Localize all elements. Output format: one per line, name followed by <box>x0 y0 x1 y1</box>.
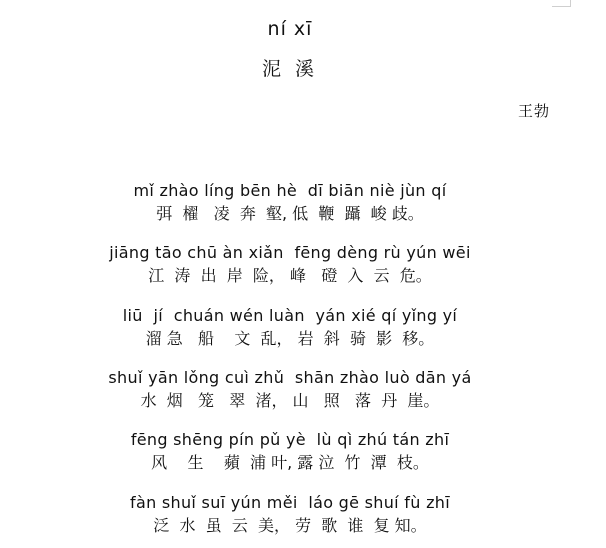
line-pinyin: fàn shuǐ suī yún měi láo gē shuí fù zhī <box>130 493 450 512</box>
line-hanzi: 弭 櫂 凌 奔 壑, 低 鞭 躡 峻 歧。 <box>156 204 424 223</box>
poem-line-5 <box>0 430 580 474</box>
line-hanzi: 水 烟 笼 翠 渚， 山 照 落 丹 崖。 <box>140 391 440 410</box>
poem-line-1 <box>0 181 580 225</box>
title-pinyin: ní xī <box>267 18 313 40</box>
line-hanzi: 泛 水 虽 云 美， 劳 歌 谁 复 知。 <box>153 516 427 535</box>
line-pinyin: fēng shēng pín pǔ yè lù qì zhú tán zhī <box>130 430 450 449</box>
line-pinyin: mǐ zhào líng bēn hè dī biān niè jùn qí <box>133 181 447 200</box>
line-hanzi: 风 生 蘋 浦 叶, 露 泣 竹 潭 枝。 <box>151 453 429 472</box>
poem-title: 泥 溪 <box>261 58 319 80</box>
line-pinyin: jiāng tāo chū àn xiǎn fēng dèng rù yún wēi <box>109 243 471 262</box>
line-pinyin: shuǐ yān lǒng cuì zhǔ shān zhào luò dān yá <box>108 368 472 387</box>
page-corner-mark <box>552 0 571 7</box>
line-pinyin: liū jí chuán wén luàn yán xié qí yǐng yí <box>122 306 458 325</box>
poem-line-2 <box>0 243 580 287</box>
author-name: 王勃 <box>518 102 551 120</box>
poem-line-3 <box>0 306 580 350</box>
poem-line-6 <box>0 493 580 537</box>
line-hanzi: 江 涛 出 岸 险， 峰 磴 入 云 危。 <box>148 266 432 285</box>
line-hanzi: 溜 急 船 文 乱， 岩 斜 骑 影 移。 <box>145 329 435 348</box>
poem-line-4 <box>0 368 580 412</box>
